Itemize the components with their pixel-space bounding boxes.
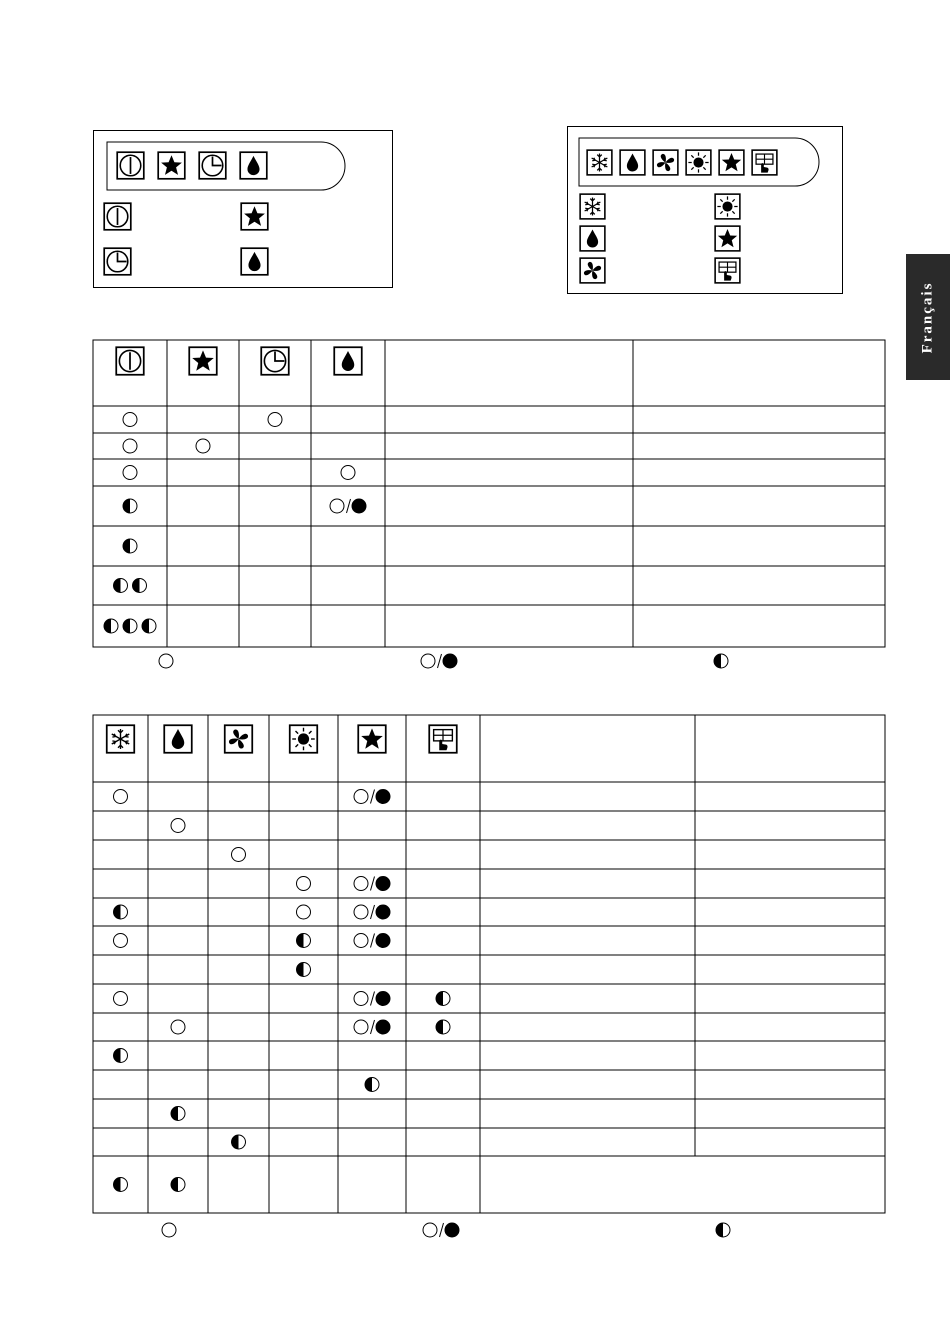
indicator-blinking <box>232 1135 246 1149</box>
sun-icon <box>290 725 318 753</box>
indicator-blinking <box>171 1178 185 1192</box>
indicator-off-or-on <box>354 790 390 804</box>
indicator-off-or-on <box>354 877 390 891</box>
indicator-off <box>171 1020 185 1034</box>
indicator-off-or-on <box>354 1020 390 1034</box>
star-icon <box>358 725 386 753</box>
language-tab-label: Français <box>919 281 936 353</box>
indicator-blinking <box>114 1049 128 1063</box>
indicator-off <box>297 905 311 919</box>
indicator-blinking <box>436 992 450 1006</box>
indicator-off <box>114 934 128 948</box>
indicator-blinking <box>114 905 128 919</box>
indicator-off-or-on <box>354 905 390 919</box>
indicator-off <box>162 1223 176 1237</box>
indicator-blinking <box>716 1223 730 1237</box>
indicator-off-or-on <box>354 992 390 1006</box>
table-border <box>93 715 885 1213</box>
indicator-off-or-on <box>423 1223 459 1237</box>
indicator-off <box>297 877 311 891</box>
indicator-off <box>114 992 128 1006</box>
indicator-blinking <box>297 963 311 977</box>
indicator-off <box>232 848 246 862</box>
indicator-blinking <box>436 1020 450 1034</box>
indicator-blinking <box>297 934 311 948</box>
filter-icon <box>429 725 457 753</box>
snowflake-icon <box>107 725 135 753</box>
indicator-off <box>171 819 185 833</box>
indicator-off-or-on <box>354 934 390 948</box>
fan-icon <box>225 725 253 753</box>
indicator-blinking <box>171 1107 185 1121</box>
indicator-off <box>114 790 128 804</box>
indicator-blinking <box>114 1178 128 1192</box>
indicator-blinking <box>365 1078 379 1092</box>
drop-icon <box>164 725 192 753</box>
